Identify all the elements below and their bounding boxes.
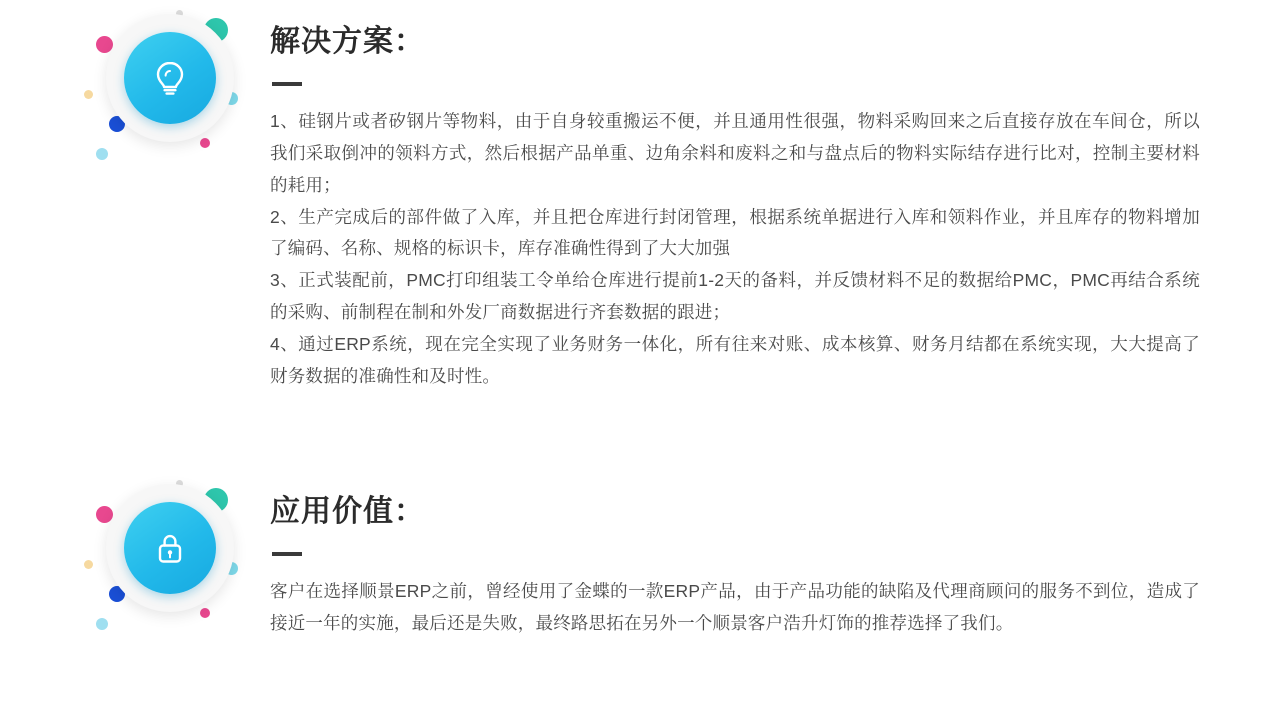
decorative-dot-pink: [96, 506, 113, 523]
lightbulb-icon: [124, 32, 216, 124]
solution-icon-badge: [78, 8, 258, 166]
lock-icon: [124, 502, 216, 594]
solution-paragraph-4: 4、通过ERP系统，现在完全实现了业务财务一体化，所有往来对账、成本核算、财务月结都在系统实现，大大提高了财务数据的准确性和及时性。: [270, 333, 1200, 386]
value-heading: 应用价值：: [270, 495, 425, 528]
solution-paragraph-3: 3、正式装配前，PMC打印组装工令单给仓库进行提前1-2天的备料，并反馈材料不足的数据给PMC，PMC再结合系统的采购、前制程在制和外发厂商数据进行齐套数据的跟进；: [270, 270, 1200, 323]
value-icon-badge: [78, 478, 258, 636]
decorative-dot-amber: [84, 560, 93, 569]
decorative-dot-amber: [84, 90, 93, 99]
value-content: [270, 494, 1200, 640]
decorative-dot-pink: [96, 36, 113, 53]
solution-rule: [272, 82, 302, 86]
solution-body: [270, 106, 1200, 393]
decorative-dot-cyan-small: [96, 148, 108, 160]
value-paragraph-1: 客户在选择顺景ERP之前，曾经使用了金蝶的一款ERP产品，由于产品功能的缺陷及代理商顾问的服务不到位，造成了接近一年的实施，最后还是失败，最终路思拓在另外一个顺景客户浩升灯饰的推荐选择了我们。: [270, 581, 1200, 633]
solution-paragraph-1: 1、硅钢片或者矽钢片等物料，由于自身较重搬运不便，并且通用性很强，物料采购回来之后直接存放在车间仓，所以我们采取倒冲的领料方式，然后根据产品单重、边角余料和废料之和与盘点后的物料实际结存进行比对，控制主要材料的耗用；: [270, 111, 1200, 195]
solution-heading: 解决方案：: [270, 25, 425, 58]
solution-paragraph-2: 2、生产完成后的部件做了入库，并且把仓库进行封闭管理，根据系统单据进行入库和领料作业，并且库存的物料增加了编码、名称、规格的标识卡，库存准确性得到了大大加强: [270, 206, 1200, 259]
solution-content: [270, 24, 1200, 393]
decorative-dot-cyan-small: [96, 618, 108, 630]
value-rule: [272, 552, 302, 556]
decorative-dot-pink-small: [200, 138, 210, 148]
value-body: [270, 576, 1200, 640]
decorative-dot-pink-small: [200, 608, 210, 618]
